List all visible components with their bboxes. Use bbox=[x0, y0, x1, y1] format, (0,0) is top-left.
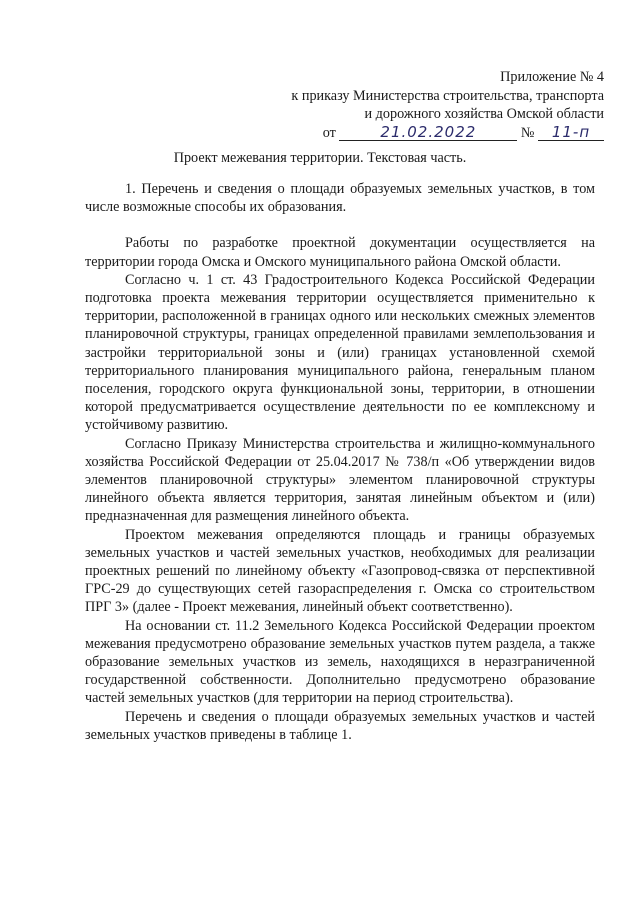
order-reference-line-1: к приказу Министерства строительства, транспорта bbox=[291, 87, 604, 104]
number-label: № bbox=[520, 124, 535, 141]
order-reference-line-2: и дорожного хозяйства Омской области bbox=[364, 106, 604, 122]
appendix-number: Приложение № 4 bbox=[500, 69, 604, 85]
section-heading: 1. Перечень и сведения о площади образуемых земельных участков, в том числе возможные способы их образования. bbox=[85, 181, 595, 216]
paragraph: На основании ст. 11.2 Земельного Кодекса Российской Федерации проектом межевания предусмотрено образование земельных участков путем раздела, а также образование земельных участков из земель, находящихся в неразграниченной государственной собственности. Дополнительно предусмотрено образование частей земельных участков (для территории на период строительства). bbox=[85, 617, 595, 707]
handwritten-number: 11-п bbox=[538, 124, 604, 141]
document-title: Проект межевания территории. Текстовая часть. bbox=[173, 150, 467, 166]
from-label: от bbox=[322, 124, 336, 141]
paragraph: Проектом межевания определяются площадь и границы образуемых земельных участков и частей земельных участков, необходимых для реализации проектных решений по линейному объекту «Газопровод-связка от перспективной ГРС-29 до существующих сетей газораспределения г. Омска со строительством ПРГ 3» (далее - Проект межевания, линейный объект соответственно). bbox=[85, 526, 595, 616]
order-date-number-line bbox=[224, 124, 604, 143]
document-body bbox=[85, 180, 595, 744]
handwritten-date: 21.02.2022 bbox=[339, 124, 517, 141]
paragraph: Перечень и сведения о площади образуемых земельных участков и частей земельных участков приведены в таблице 1. bbox=[85, 708, 595, 743]
paragraph: Согласно ч. 1 ст. 43 Градостроительного Кодекса Российской Федерации подготовка проекта межевания территории осуществляется применительно к территории, расположенной в границах одного или нескольких смежных элементов планировочной структуры, границах определенной правилами землепользования и застройки территориальной зоны и (или) границах установленной схемой территориального планирования муниципального района, генеральным планом поселения, городского округа функциональной зоны, территории, в отношении которой предусматривается осуществление деятельности по ее комплексному и устойчивому развитию. bbox=[85, 271, 595, 434]
paragraph: Работы по разработке проектной документации осуществляется на территории города Омска и Омского муниципального района Омской области. bbox=[85, 235, 595, 270]
paragraph: Согласно Приказу Министерства строительства и жилищно-коммунального хозяйства Российской Федерации от 25.04.2017 № 738/п «Об утверждении видов элементов планировочной структуры» элементом планировочной структуры линейного объекта является территория, занятая линейным объектом и (или) предназначенная для размещения линейного объекта. bbox=[85, 435, 595, 525]
appendix-header bbox=[224, 68, 604, 142]
